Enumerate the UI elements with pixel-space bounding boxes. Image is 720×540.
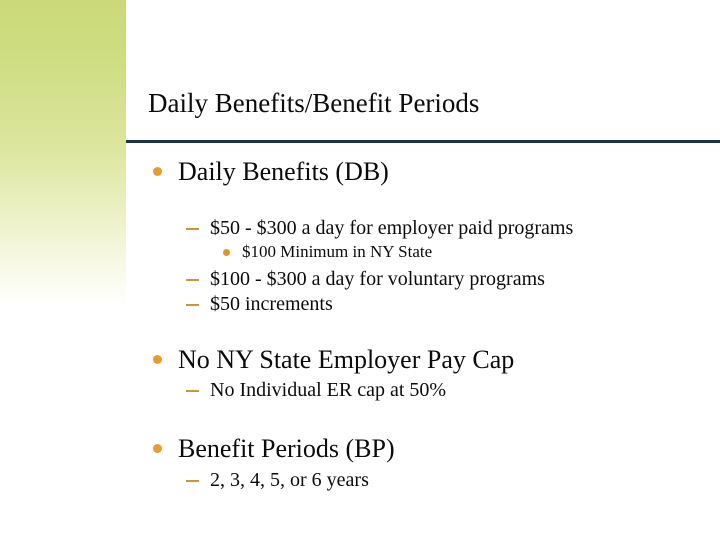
list-item bbox=[0, 344, 720, 376]
bullet-icon bbox=[223, 249, 230, 256]
dash-icon bbox=[186, 304, 199, 306]
list-item bbox=[0, 156, 720, 188]
bullet-text: 2, 3, 4, 5, or 6 years bbox=[210, 469, 369, 491]
bullet-icon bbox=[153, 444, 162, 453]
list-item bbox=[0, 241, 720, 263]
slide-title: Daily Benefits/Benefit Periods bbox=[148, 88, 480, 118]
list-item bbox=[0, 378, 720, 403]
dash-icon bbox=[186, 279, 199, 281]
list-item bbox=[0, 216, 720, 241]
dash-icon bbox=[186, 390, 199, 392]
bullet-text: No NY State Employer Pay Cap bbox=[178, 345, 515, 374]
title-divider-line bbox=[126, 140, 720, 143]
dash-icon bbox=[186, 228, 199, 230]
list-item bbox=[0, 292, 720, 317]
list-item bbox=[0, 433, 720, 465]
bullet-text: Daily Benefits (DB) bbox=[178, 157, 389, 186]
bullet-text: $50 - $300 a day for employer paid programs bbox=[210, 217, 574, 239]
bullet-icon bbox=[153, 167, 162, 176]
bullet-text: No Individual ER cap at 50% bbox=[210, 379, 447, 401]
bullet-text: Benefit Periods (BP) bbox=[178, 434, 395, 463]
list-item bbox=[0, 468, 720, 493]
dash-icon bbox=[186, 480, 199, 482]
bullet-text: $100 - $300 a day for voluntary programs bbox=[210, 268, 545, 290]
bullet-text: $100 Minimum in NY State bbox=[242, 242, 433, 261]
list-item bbox=[0, 267, 720, 292]
bullet-text: $50 increments bbox=[210, 293, 333, 315]
bullet-icon bbox=[153, 355, 162, 364]
